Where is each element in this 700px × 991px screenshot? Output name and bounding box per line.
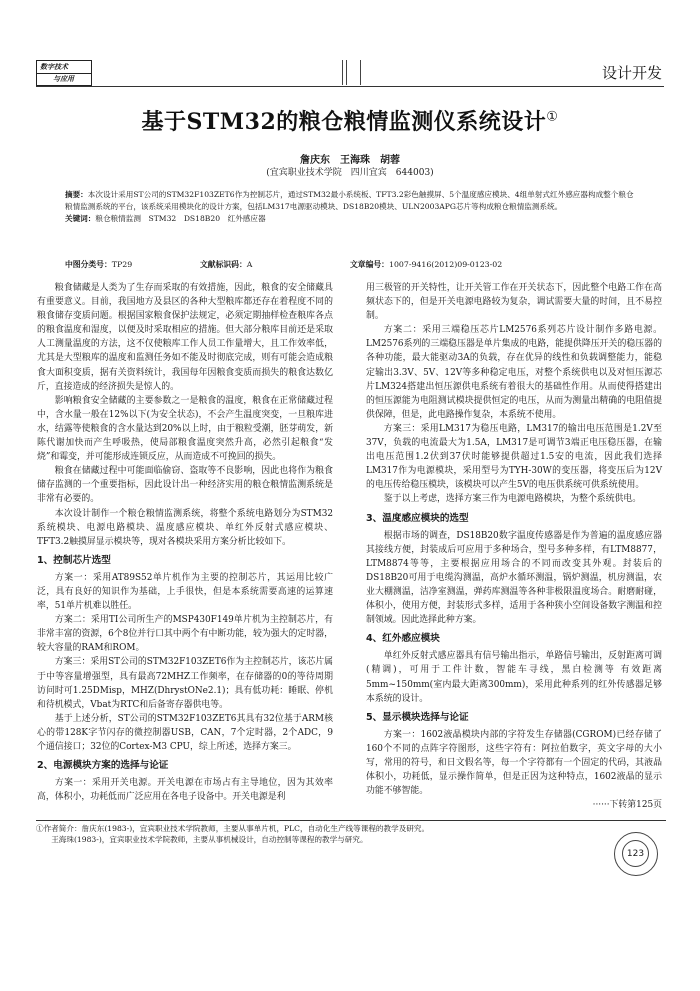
doc-value: A [246, 260, 253, 269]
abstract-text: 本次设计采用ST公司的STM32F103ZET6作为控制芯片，通过STM32最小系统板、TFT3.2彩色触摸屏、5个温度感应模块、4组单射式红外感应器构成整个粮仓粮情监测系统的平台，该系统采用模块化的设计方案，包括LM317电源驱动模块、DS18B20模块、ULN2003APG芯片等构成粮仓粮情监测系统。 [65, 190, 634, 211]
paragraph: 本次设计制作一个粮仓粮情监测系统，将整个系统电路划分为STM32系统模块、电源电路模块、温度感应模块、单红外反射式感应模块、TFT3.2触摸屏显示模块等，现对各模块采用方案分析比较如下。 [37, 508, 333, 547]
header-bar-3 [360, 60, 361, 85]
page-number: 123 [622, 840, 649, 867]
abstract-block [65, 189, 640, 224]
article-title [0, 105, 700, 136]
paragraph: 单红外反射式感应器具有信号输出指示，单路信号输出，反射距离可调(精调)，可用于工件计数，智能车寻线，黑白检测等 有效距离5mm~150mm(室内最大距离300mm)，采用此种系列的红外传感器足够本系统的设计。 [366, 651, 662, 704]
paragraph: 方案三：采用ST公司的STM32F103ZET6作为主控制芯片，该芯片属于中等容量增强型，具有最高72MHZ工作频率，在存储器的0的等待周期访问时可1.25DMisp，MHZ(DhrystONe2.1)；具有低功耗：睡眠、停机和待机模式，Vbat为RTC和后备寄存器供电等。 [37, 657, 333, 710]
section-heading-4: 4、红外感应模块 [366, 633, 440, 645]
section-heading-3: 3、温度感应模块的选型 [366, 512, 469, 524]
clc [65, 259, 132, 270]
paragraph: 方案二：采用三端稳压芯片LM2576系列芯片设计制作多路电源。LM2576系列的三端稳压器是单片集成的电路，能提供降压开关的稳压器的各种功能，最大能驱动3A的负载，存在优异的线性和负载调整能力，能稳定输出3.3V、5V、12V等多种稳定电压，对整个系统供电以及对恒压源芯片LM324搭建出恒压源供电系统有着很大的基础性作用。从而使得搭建出的恒压源能为电阻测试模块提供恒定的电压，从而为测量出精确的电阻值提供保障，但是，此电路操作复杂，本系统不使用。 [366, 325, 662, 420]
paragraph: 粮食在储藏过程中可能面临偷窃、盗取等不良影响，因此也将作为粮食储存监测的一个重要指标，因此设计出一种经济实用的粮仓粮情监测系统是非常有必要的。 [37, 466, 333, 505]
footnote-line-2: 王海珠(1983-)，宜宾职业技术学院教师，主要从事机械设计，自动控制等课程的教学与研究。 [51, 835, 368, 844]
journal-logo [36, 60, 92, 86]
paragraph: 粮食储藏是人类为了生存而采取的有效措施，因此，粮食的安全储藏具有重要意义。目前，我国地方及县区的各种大型粮库都还存在着程度不同的粮食储存变质问题。根据国家粮食保护法规定，必须定期抽样检查粮库各点的粮食温度和湿度，以便及时采取相应的措施。但大部分粮库目前还是采取人工测量温度的方法，这不仅使粮库工作人员工作量增大，且工作效率低，尤其是大型粮库的温度和监测任务如不能及时彻底完成，则有可能会造成粮食大面积变质，据有关资料统计，我国每年因粮食变质而损失的粮食达数亿斤，直接造成的经济损失是惊人的。 [37, 283, 333, 392]
header-rule [36, 86, 664, 87]
paragraph: 用三极管的开关特性，让开关管工作在开关状态下，因此整个电路工作在高频状态下的，但是开关电源电路较为复杂，调试需要大量的时间，且不易控制。 [366, 283, 662, 322]
paragraph: 鉴于以上考虑，选择方案三作为电源电路模块，为整个系统供电。 [383, 494, 642, 505]
section-heading-5: 5、显示模块选择与论证 [366, 711, 469, 723]
doc-code [200, 259, 252, 270]
abstract-label: 摘要： [65, 190, 88, 199]
id-value: 1007-9416(2012)09-0123-02 [388, 260, 503, 269]
paragraph: 方案二：采用TI公司所生产的MSP430F149单片机为主控制芯片，有非常丰富的资源，6个8位并行口其中两个有中断功能，较为强大的定时器，较大容量的RAM和ROM。 [37, 615, 333, 654]
header-bar-1 [342, 60, 343, 85]
title-footnote-marker: ① [546, 109, 559, 125]
keywords-text: 粮仓粮情监测 STM32 DS18B20 红外感应器 [95, 213, 266, 223]
paragraph: 方案一：采用AT89S52单片机作为主要的控制芯片，其运用比较广泛，具有良好的知识作为基础，上手很快，但是本系统需要高速的运算速率，51单片机难以胜任。 [37, 572, 333, 612]
logo-line-2: 与应用 [53, 75, 74, 83]
footnote-rule [36, 820, 666, 821]
keywords [65, 213, 640, 225]
right-column [366, 281, 662, 812]
clc-label: 中图分类号： [65, 260, 112, 269]
id-label: 文章编号： [350, 260, 389, 269]
header-bar-2 [346, 60, 347, 85]
paragraph: 方案一：采用开关电源。开关电源在市场占有主导地位，因为其效率高，体积小，功耗低而广泛应用在各电子设备中。开关电源是利 [37, 778, 333, 803]
paragraph: 基于上述分析，ST公司的STM32F103ZET6其具有32位基于ARM核心的带128K字节闪存的微控制器USB，CAN，7个定时器，2个ADC，9个通信接口；32位的Cortex-M3 CPU，综上所述，选择方案三。 [37, 713, 333, 752]
abstract [65, 189, 640, 213]
paragraph: 方案三：采用LM317为稳压电路，LM317的输出电压范围是1.2V至37V，负载的电流最大为1.5A，LM317是可调节3端正电压稳压器，在输出电压范围1.2伏到37伏时能够提供超过1.5安的电流，因此我们选择LM317作为电源模块，采用型号为TYH-30W的变压器，将变压后为12V的电压传给稳压模块，该模块可以产生5V的电压供系统可供系统使用。 [366, 423, 662, 491]
left-column [37, 281, 333, 804]
article-id [350, 259, 502, 270]
article-title-text: 基于STM32的粮仓粮情监测仪系统设计 [141, 109, 547, 135]
section-label: 设计开发 [601, 64, 662, 82]
section-heading-2: 2、电源模块方案的选择与论证 [37, 760, 169, 772]
page-number-badge [614, 832, 658, 876]
keywords-label: 关键词： [65, 213, 96, 223]
footnote-line-1: ①作者简介：詹庆东(1983-)，宜宾职业技术学院教师，主要从事单片机，PLC，自动化生产线等课程的教学及研究。 [36, 824, 430, 833]
footnote [36, 823, 666, 845]
paragraph: 方案一：1602液晶模块内部的字符发生存储器(CGROM)已经存储了160个不同的点阵字符图形，这些字符有：阿拉伯数字，英文字母的大小写，常用的符号，和日文假名等，每一个字符都有一个固定的代码，其液晶体积小，功耗低，显示操作简单，但是正因为这种特点，1602液晶的显示功能不够智能。 [366, 729, 662, 797]
paragraph: 根据市场的调查，DS18B20数字温度传感器是作为普遍的温度感应器其接线方便，封装成后可应用于多种场合，型号多种多样，有LTM8877，LTM8874等等，主要根据应用场合的不同而改变其外观。封装后的DS18B20可用于电缆沟测温，高炉水循环测温，锅炉测温，机房测温，农业大棚测温，洁净室测温，弹药库测温等各种非极限温度场合。耐磨耐碰，体积小，使用方便，封装形式多样，适用于各种狭小空间设备数字测温和控制领域。因此选择此种方案。 [366, 530, 662, 626]
clc-value: TP29 [111, 260, 133, 269]
paragraph: 影响粮食安全储藏的主要参数之一是粮食的温度，粮食在正常储藏过程中，含水量一般在12%以下(为安全状态)，不会产生温度突变，一旦粮库进水，结露等使粮食的含水量达到20%以上时，由于粮粒受潮，胚芽萌发，新陈代谢加快而产生呼吸热，使局部粮食温度突然升高，必然引起粮食“发烧”和霉变，并可能形成连锁反应，从而造成不可挽回的损失。 [37, 395, 333, 463]
logo-line-1: 数字技术 [40, 63, 68, 71]
authors: 詹庆东 王海珠 胡蓉 [300, 155, 400, 166]
affiliation: (宜宾职业技术学院 四川宜宾 644003) [266, 168, 434, 178]
section-heading-1: 1、控制芯片选型 [37, 554, 111, 566]
doc-label: 文献标识码： [200, 260, 247, 269]
continued-link[interactable]: ······下转第125页 [592, 800, 662, 811]
